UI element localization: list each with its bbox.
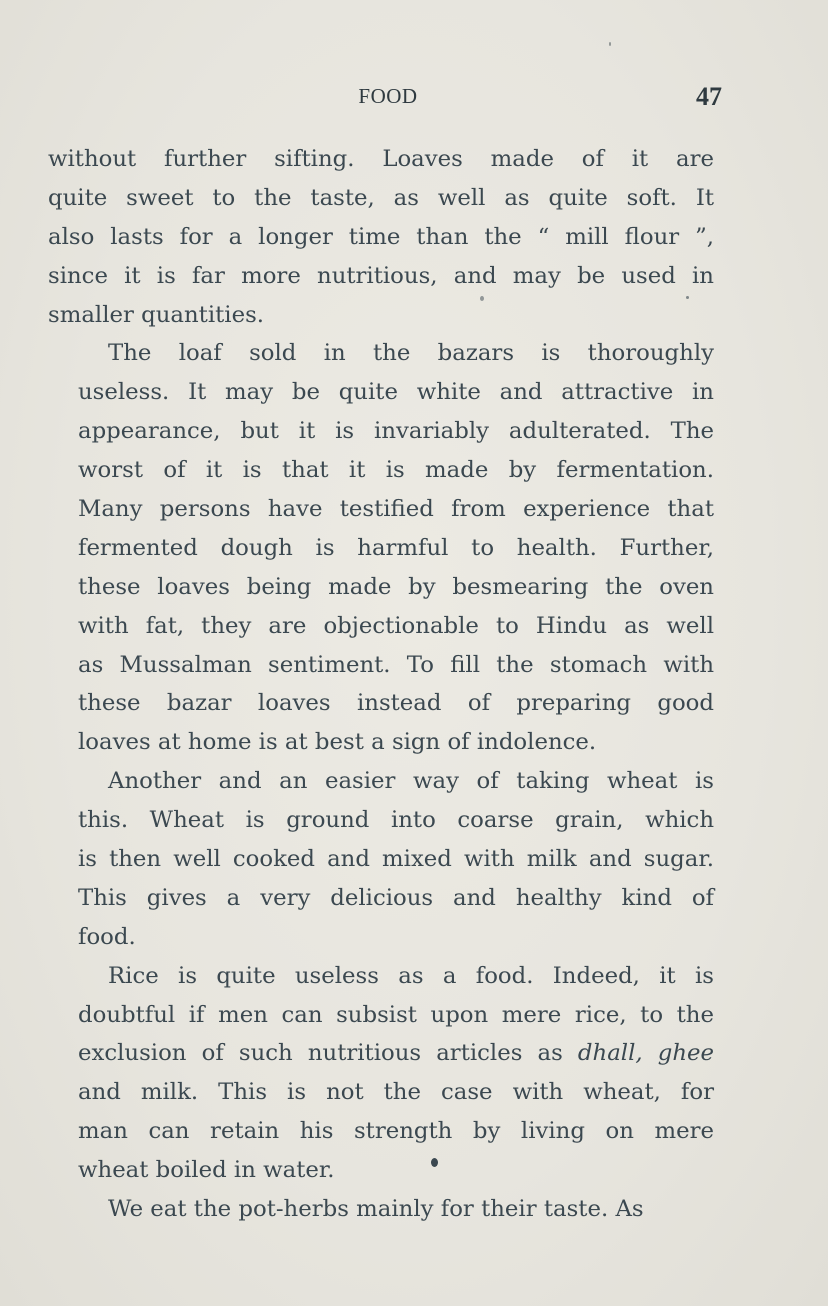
text-line: smaller quantities. [48,301,265,328]
text-line: these loaves being made by besmearing the oven [78,573,714,600]
print-speck [431,1158,438,1167]
paragraph-4 [48,957,714,1190]
text-line: The loaf sold in the bazars is thoroughly [108,340,714,367]
paragraph-3 [48,762,714,956]
paragraph-2 [48,334,714,762]
paragraph-1 [48,140,714,334]
text-line: wheat boiled in water. [78,1157,335,1184]
text-line: useless. It may be quite white and attractive in [78,379,714,406]
text-line: This gives a very delicious and healthy kind of [78,884,714,911]
print-speck [686,296,689,299]
text-line: Many persons have testified from experience that [78,496,714,523]
text-line: food. [78,923,136,950]
text-line: is then well cooked and mixed with milk and sugar. [78,846,714,873]
text-line: also lasts for a longer time than the “ mill flour ”, [48,223,714,250]
italic-terms: dhall, ghee [577,1040,714,1067]
text-line-with-italic [48,1034,714,1073]
text-line: loaves at home is at best a sign of indolence. [78,729,597,756]
print-speck [480,296,484,301]
text-line: Another and an easier way of taking wheat is [108,768,714,795]
text-line: worst of it is that it is made by fermentation. [78,457,714,484]
text-line: as Mussalman sentiment. To fill the stomach with [78,651,714,678]
text-line: appearance, but it is invariably adulterated. The [78,418,714,445]
text-line: doubtful if men can subsist upon mere rice, to the [78,1001,714,1028]
paragraph-5 [48,1190,714,1229]
text-line: this. Wheat is ground into coarse grain, which [78,807,714,834]
text-line: and milk. This is not the case with wheat, for [78,1079,714,1106]
running-head [0,84,828,114]
text-line: without further sifting. Loaves made of it are [48,146,714,172]
running-title: FOOD [358,84,418,108]
body-text [48,140,714,1229]
print-speck [609,42,611,46]
text-line: these bazar loaves instead of preparing good [78,690,714,717]
page-number: 47 [696,82,722,111]
text-line: fermented dough is harmful to health. Further, [78,534,714,561]
text-line: Rice is quite useless as a food. Indeed, it is [108,962,714,989]
text-line: We eat the pot-herbs mainly for their taste. As [108,1196,644,1223]
text-line: quite sweet to the taste, as well as quite soft. It [48,184,714,211]
line-prefix: exclusion of such nutritious articles as [78,1040,578,1067]
text-line: man can retain his strength by living on mere [78,1118,714,1145]
text-line: with fat, they are objectionable to Hindu as well [78,612,714,639]
text-line: since it is far more nutritious, and may be used in [48,262,714,289]
